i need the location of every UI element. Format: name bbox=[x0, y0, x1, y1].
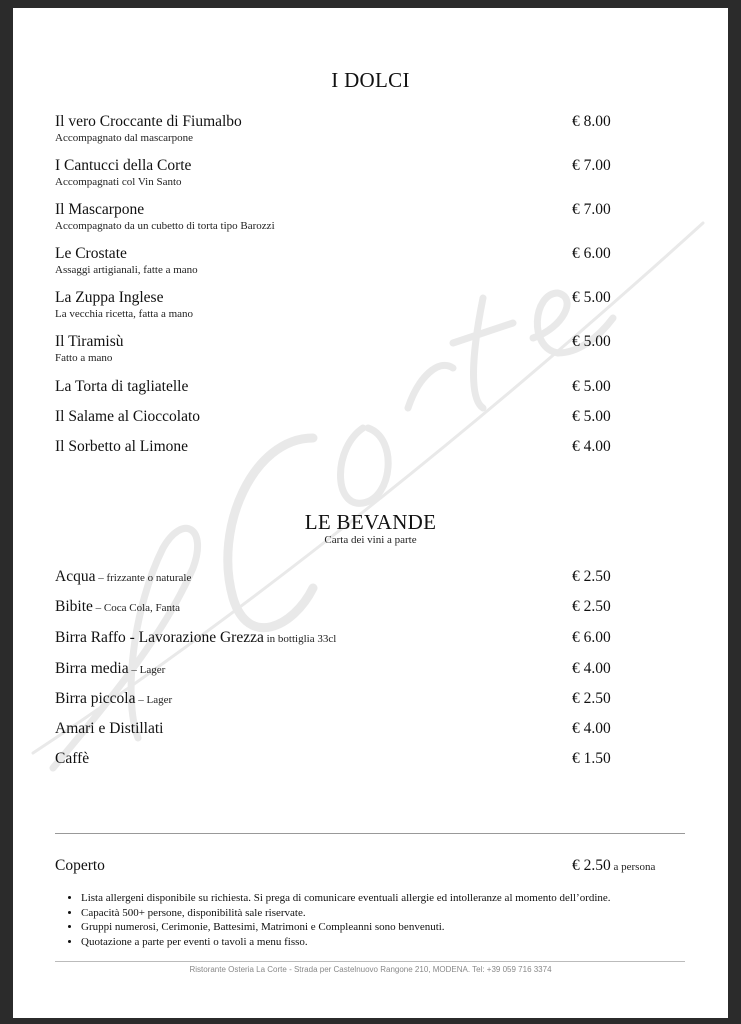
item-name: I Cantucci della Corte bbox=[55, 157, 192, 174]
menu-page bbox=[13, 8, 728, 1018]
item-name: Il Salame al Cioccolato bbox=[55, 408, 201, 425]
item-desc: La vecchia ricetta, fatta a mano bbox=[55, 308, 194, 320]
dolci-title: I DOLCI bbox=[331, 68, 410, 92]
dolci-item-mascarpone bbox=[55, 201, 655, 233]
item-name: Acqua bbox=[55, 568, 96, 585]
bevande-item-acqua bbox=[55, 568, 655, 587]
item-price: € 8.00 bbox=[572, 113, 611, 130]
dolci-item-crostate bbox=[55, 245, 655, 277]
item-name: Le Crostate bbox=[55, 245, 127, 262]
item-price: € 4.00 bbox=[572, 660, 611, 677]
footer-address: Ristorante Osteria La Corte - Strada per Castelnuovo Rangone 210, MODENA. Tel: +39 059 716 3374 bbox=[189, 965, 552, 974]
footer-divider bbox=[55, 961, 685, 962]
item-price: € 7.00 bbox=[572, 201, 611, 218]
item-name: Il vero Croccante di Fiumalbo bbox=[55, 113, 242, 130]
bevande-title: LE BEVANDE bbox=[304, 510, 437, 534]
item-price: € 2.50 bbox=[572, 690, 611, 707]
item-name: Amari e Distillati bbox=[55, 720, 164, 737]
item-name: La Torta di tagliatelle bbox=[55, 378, 189, 395]
dolci-item-croccante bbox=[55, 113, 655, 145]
item-price: € 6.00 bbox=[572, 245, 611, 262]
dolci-item-torta-tagliatelle bbox=[55, 378, 655, 396]
item-desc: Accompagnato da un cubetto di torta tipo Barozzi bbox=[55, 220, 275, 232]
item-name: Birra piccola bbox=[55, 690, 136, 707]
note-quotazione: • Quotazione a parte per eventi o tavoli a menu fisso. bbox=[81, 935, 721, 950]
bevande-item-bibite bbox=[55, 598, 655, 617]
item-desc: Accompagnati col Vin Santo bbox=[55, 176, 182, 188]
bevande-item-birra-piccola bbox=[55, 690, 655, 709]
dolci-item-cantucci bbox=[55, 157, 655, 189]
item-note: – Coca Cola, Fanta bbox=[92, 602, 180, 614]
item-price: € 4.00 bbox=[572, 438, 611, 455]
dolci-item-salame-cioccolato bbox=[55, 408, 655, 426]
dolci-item-tiramisu bbox=[55, 333, 655, 365]
item-desc: Assaggi artigianali, fatte a mano bbox=[55, 264, 198, 276]
item-note: in bottiglia 33cl bbox=[263, 633, 337, 645]
bevande-item-caffe bbox=[55, 750, 655, 768]
item-name: Birra media bbox=[55, 660, 129, 677]
note-allergeni: • Lista allergeni disponibile su richiesta. Si prega di comunicare eventuali allergie ed intolleranze al momento dell’ordine. bbox=[81, 891, 721, 906]
item-price: € 1.50 bbox=[572, 750, 611, 767]
item-note: – Lager bbox=[135, 694, 173, 706]
item-desc: Fatto a mano bbox=[55, 352, 113, 364]
bevande-item-birra-raffo bbox=[55, 629, 655, 648]
bevande-subtitle: Carta dei vini a parte bbox=[324, 534, 417, 546]
item-note: – frizzante o naturale bbox=[95, 572, 192, 584]
item-price: € 7.00 bbox=[572, 157, 611, 174]
item-note: – Lager bbox=[128, 664, 166, 676]
item-name: La Zuppa Inglese bbox=[55, 289, 164, 306]
coperto-row bbox=[55, 857, 655, 875]
item-desc: Accompagnato dal mascarpone bbox=[55, 132, 194, 144]
notes-list bbox=[55, 891, 721, 949]
item-name: Bibite bbox=[55, 598, 93, 615]
item-name: Il Sorbetto al Limone bbox=[55, 438, 189, 455]
item-price: € 2.50 bbox=[572, 568, 611, 585]
coperto-suffix: a persona bbox=[610, 861, 656, 873]
item-price: € 6.00 bbox=[572, 629, 611, 646]
coperto-price: € 2.50 bbox=[572, 857, 611, 874]
dolci-item-sorbetto bbox=[55, 438, 655, 456]
bevande-item-amari bbox=[55, 720, 655, 738]
item-name: Caffè bbox=[55, 750, 90, 767]
dolci-item-zuppa-inglese bbox=[55, 289, 655, 321]
item-price: € 5.00 bbox=[572, 408, 611, 425]
section-divider bbox=[55, 833, 685, 834]
item-name: Birra Raffo - Lavorazione Grezza bbox=[55, 629, 264, 646]
note-capacita: • Capacità 500+ persone, disponibilità sale riservate. bbox=[81, 906, 721, 921]
item-name: Il Tiramisù bbox=[55, 333, 124, 350]
item-name: Il Mascarpone bbox=[55, 201, 145, 218]
item-price: € 2.50 bbox=[572, 598, 611, 615]
item-price: € 4.00 bbox=[572, 720, 611, 737]
item-price: € 5.00 bbox=[572, 289, 611, 306]
coperto-label: Coperto bbox=[55, 857, 105, 874]
item-price: € 5.00 bbox=[572, 378, 611, 395]
bevande-item-birra-media bbox=[55, 660, 655, 679]
note-gruppi: • Gruppi numerosi, Cerimonie, Battesimi, Matrimoni e Compleanni sono benvenuti. bbox=[81, 920, 721, 935]
item-price: € 5.00 bbox=[572, 333, 611, 350]
